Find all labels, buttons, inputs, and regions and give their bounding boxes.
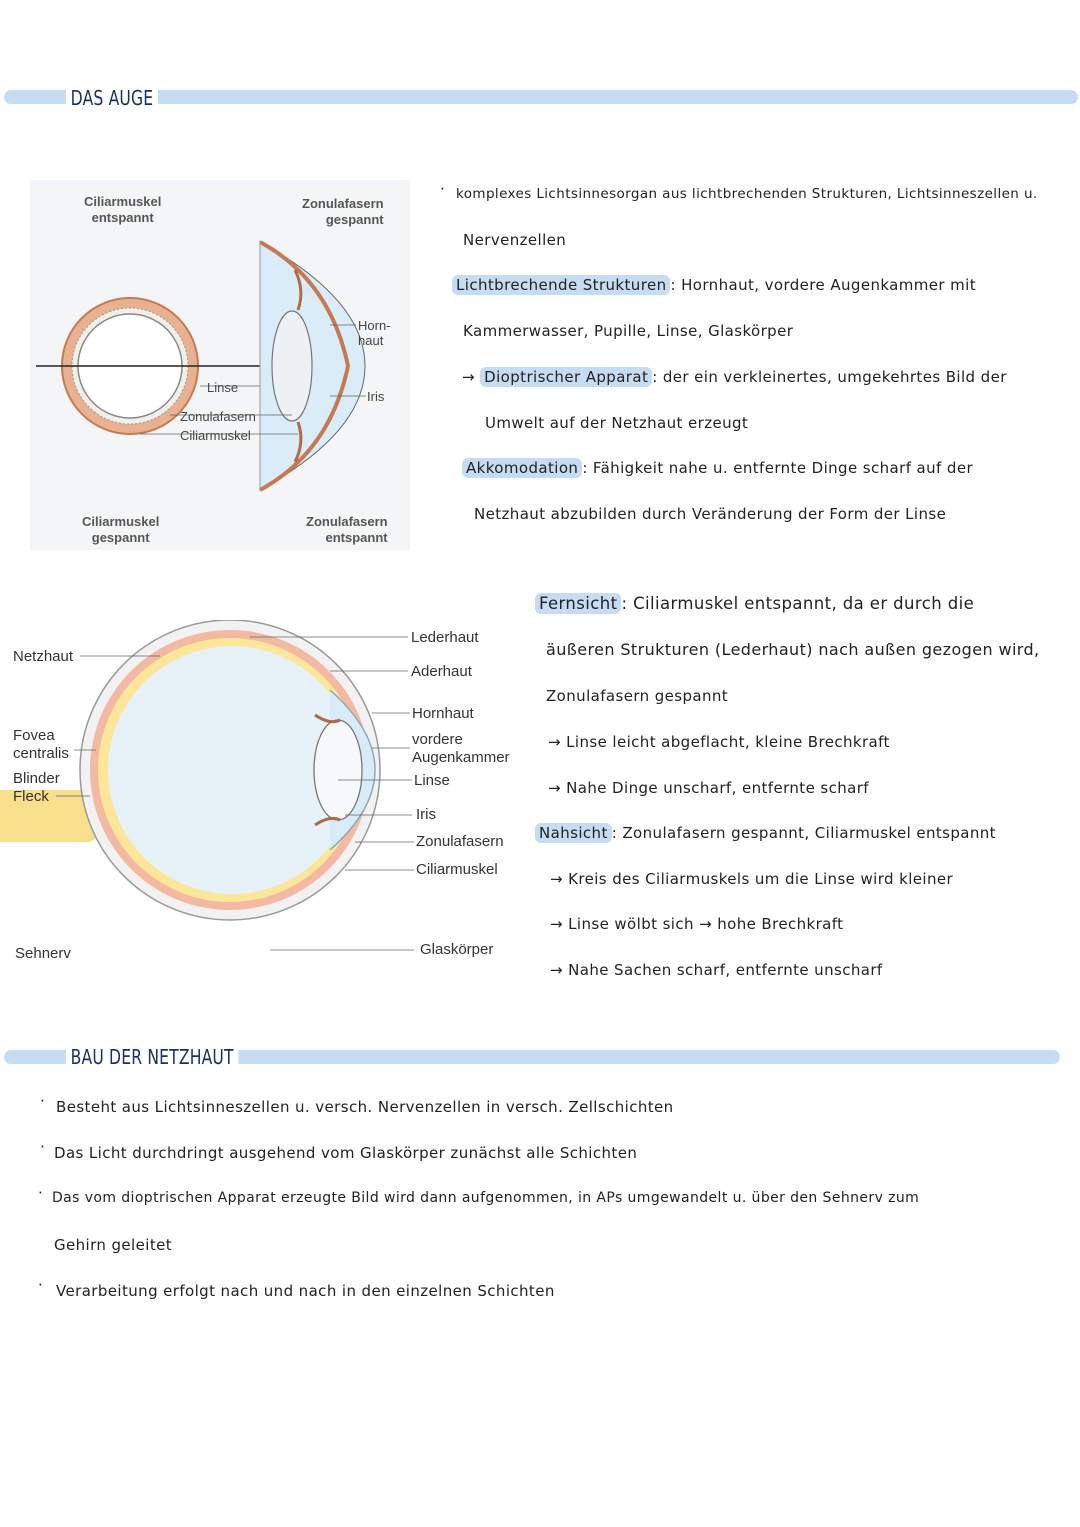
- fernsicht-cont-1: äußeren Strukturen (Lederhaut) nach außen gezogen wird,: [546, 640, 1040, 659]
- dioptrischer-text: : der ein verkleinertes, umgekehrtes Bild der: [652, 368, 1007, 386]
- eye-diagram: [0, 620, 530, 980]
- section2-title: BAU DER NETZHAUT: [66, 1045, 238, 1069]
- nahsicht-text: : Zonulafasern gespannt, Ciliarmuskel entspannt: [611, 824, 996, 842]
- label-linse-small: Linse: [207, 380, 239, 395]
- label-ciliarmuskel-entspannt: Ciliarmuskel entspannt: [84, 194, 162, 225]
- s2-bullet-3: ·: [38, 1184, 44, 1202]
- s2-bullet-2: ·: [40, 1138, 46, 1156]
- label-lederhaut: Lederhaut: [411, 629, 479, 646]
- akkomodation-cont: Netzhaut abzubilden durch Veränderung der Form der Linse: [474, 505, 947, 523]
- label-blinder-fleck: Blinder Fleck: [13, 770, 60, 805]
- label-aderhaut: Aderhaut: [411, 663, 472, 680]
- label-linse: Linse: [414, 772, 450, 789]
- fernsicht-bullet-2: → Nahe Dinge unscharf, entfernte scharf: [548, 779, 869, 797]
- label-zonulafasern-gespannt: Zonulafasern gespannt: [302, 196, 384, 227]
- nahsicht-bullet-1: → Kreis des Ciliarmuskels um die Linse wird kleiner: [550, 870, 954, 888]
- label-netzhaut: Netzhaut: [13, 648, 74, 665]
- notes-line-2: Nervenzellen: [463, 231, 567, 249]
- label-hornhaut: Hornhaut: [412, 705, 474, 722]
- term-lichtbrechende-strukturen: Lichtbrechende Strukturen: [452, 275, 670, 295]
- s2-bullet-1: ·: [40, 1092, 46, 1110]
- label-ciliarmuskel-gespannt: Ciliarmuskel gespannt: [82, 514, 160, 545]
- akkomodation-row: [462, 459, 973, 477]
- label-fovea-centralis: Fovea centralis: [13, 727, 69, 762]
- label-vordere-augenkammer: vordere Augenkammer: [412, 731, 510, 766]
- term-akkomodation: Akkomodation: [462, 458, 582, 478]
- label-hornhaut-small: Horn- haut: [358, 318, 391, 348]
- term-nahsicht: Nahsicht: [535, 823, 612, 843]
- label-sehnerv: Sehnerv: [15, 945, 71, 962]
- fernsicht-bullet-1: → Linse leicht abgeflacht, kleine Brechkraft: [548, 733, 890, 751]
- s2-bullet-4: ·: [38, 1276, 44, 1294]
- label-zonulafasern-small: Zonulafasern: [180, 409, 256, 424]
- page-title: DAS AUGE: [66, 86, 158, 110]
- label-zonulafasern: Zonulafasern: [416, 833, 504, 850]
- lichtbrechende-strukturen-row: [452, 276, 976, 294]
- label-ciliarmuskel: Ciliarmuskel: [416, 861, 498, 878]
- fernsicht-text: : Ciliarmuskel entspannt, da er durch die: [621, 594, 975, 613]
- s2-paragraph-1: Besteht aus Lichtsinneszellen u. versch. Nervenzellen in versch. Zellschichten: [56, 1098, 674, 1116]
- label-ciliarmuskel-small: Ciliarmuskel: [180, 428, 251, 443]
- s2-paragraph-2: Das Licht durchdringt ausgehend vom Glaskörper zunächst alle Schichten: [54, 1144, 638, 1162]
- accommodation-illustration: [30, 180, 410, 550]
- notes-line-1: komplexes Lichtsinnesorgan aus lichtbrechenden Strukturen, Lichtsinneszellen u.: [456, 186, 1038, 202]
- label-zonulafasern-entspannt: Zonulafasern entspannt: [306, 514, 388, 545]
- accommodation-diagram: [30, 180, 410, 550]
- nahsicht-row: [535, 824, 996, 842]
- s2-paragraph-4: Verarbeitung erfolgt nach und nach in den einzelnen Schichten: [56, 1282, 555, 1300]
- fernsicht-row: [535, 594, 974, 613]
- term-fernsicht: Fernsicht: [535, 593, 621, 614]
- dioptrischer-cont: Umwelt auf der Netzhaut erzeugt: [485, 414, 749, 432]
- label-glaskoerper: Glaskörper: [420, 941, 494, 958]
- lichtbrechende-cont: Kammerwasser, Pupille, Linse, Glaskörper: [463, 322, 794, 340]
- nahsicht-bullet-2: → Linse wölbt sich → hohe Brechkraft: [550, 915, 844, 933]
- nahsicht-bullet-3: → Nahe Sachen scharf, entfernte unscharf: [550, 961, 883, 979]
- bullet-dot: ·: [440, 180, 446, 198]
- s2-paragraph-3: Das vom dioptrischen Apparat erzeugte Bild wird dann aufgenommen, in APs umgewandelt u. über den Sehnerv zum: [52, 1190, 920, 1206]
- dioptrischer-apparat-row: [462, 368, 1007, 386]
- arrow: →: [462, 368, 475, 386]
- lichtbrechende-text: : Hornhaut, vordere Augenkammer mit: [670, 276, 977, 294]
- akkomodation-text: : Fähigkeit nahe u. entfernte Dinge scharf auf der: [582, 459, 974, 477]
- label-iris: Iris: [416, 806, 436, 823]
- term-dioptrischer-apparat: Dioptrischer Apparat: [480, 367, 652, 387]
- header-bar: [4, 90, 1078, 104]
- fernsicht-cont-2: Zonulafasern gespannt: [546, 687, 729, 705]
- s2-paragraph-3-cont: Gehirn geleitet: [54, 1236, 173, 1254]
- label-iris-small: Iris: [367, 389, 385, 404]
